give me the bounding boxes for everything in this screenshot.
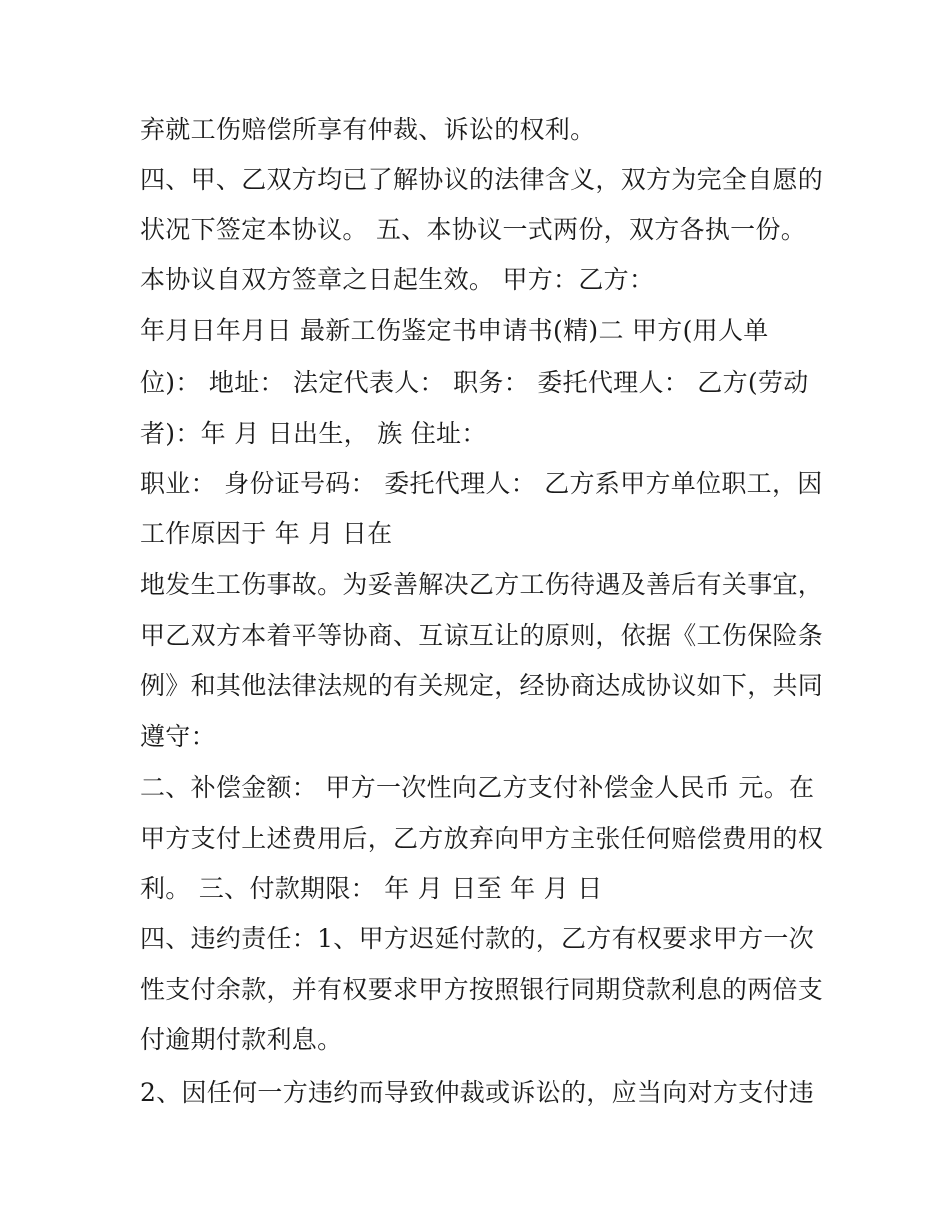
text-line: 甲乙双方本着平等协商、互谅互让的原则，依据《工伤保险条 xyxy=(140,621,824,650)
text-line: 四、违约责任：1、甲方迟延付款的，乙方有权要求甲方一次 xyxy=(140,924,815,953)
text-line: 遵守： xyxy=(140,722,216,751)
text-line: 四、甲、乙双方均已了解协议的法律含义，双方为完全自愿的 xyxy=(140,165,824,194)
text-line: 利。 三、付款期限： 年 月 日至 年 月 日 xyxy=(140,874,603,903)
text-line: 弃就工伤赔偿所享有仲裁、诉讼的权利。 xyxy=(140,115,596,144)
text-line: 者)：年 月 日出生， 族 住址： xyxy=(140,419,487,448)
text-line: 地发生工伤事故。为妥善解决乙方工伤待遇及善后有关事宜， xyxy=(140,570,824,599)
text-line: 付逾期付款利息。 xyxy=(140,1025,343,1054)
text-line: 例》和其他法律法规的有关规定，经协商达成协议如下，共同 xyxy=(140,671,824,700)
text-line: 性支付余款，并有权要求甲方按照银行同期贷款利息的两倍支 xyxy=(140,975,824,1004)
text-line: 状况下签定本协议。 五、本协议一式两份，双方各执一份。 xyxy=(140,215,807,244)
text-line: 年月日年月日 最新工伤鉴定书申请书(精)二 甲方(用人单 xyxy=(140,316,769,345)
text-line: 位)： 地址： 法定代表人： 职务： 委托代理人： 乙方(劳动 xyxy=(140,368,809,397)
text-line: 甲方支付上述费用后，乙方放弃向甲方主张任何赔偿费用的权 xyxy=(140,824,824,853)
text-line: 职业： 身份证号码： 委托代理人： 乙方系甲方单位职工，因 xyxy=(140,469,823,498)
text-line: 工作原因于 年 月 日在 xyxy=(140,519,393,548)
text-line: 本协议自双方签章之日起生效。 甲方：乙方： xyxy=(140,265,655,294)
text-line: 2、因任何一方违约而导致仲裁或诉讼的，应当向对方支付违 xyxy=(140,1078,815,1107)
text-line: 二、补偿金额： 甲方一次性向乙方支付补偿金人民币 元。在 xyxy=(140,773,815,802)
